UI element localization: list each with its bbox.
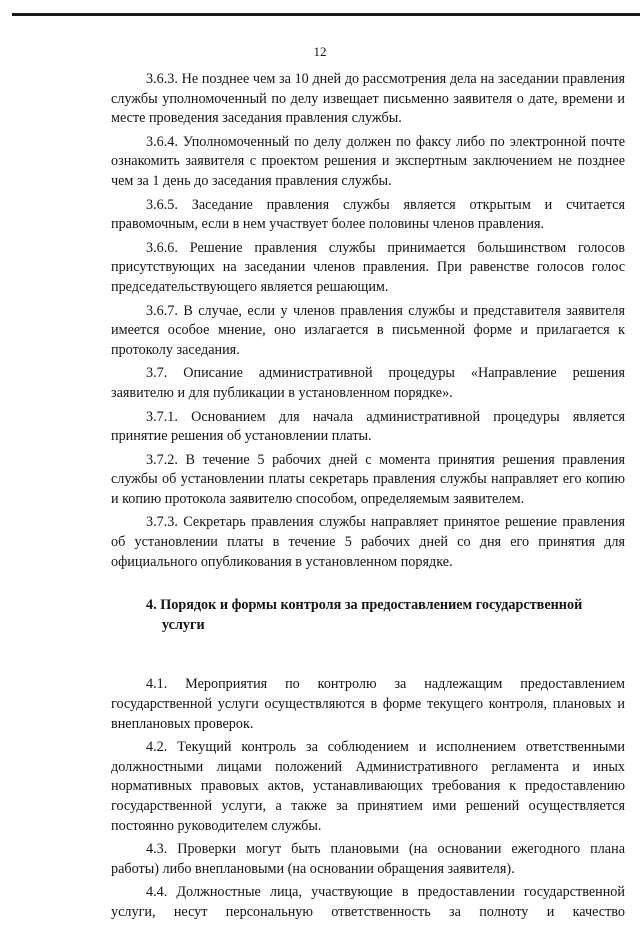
- paragraph-4-2: 4.2. Текущий контроль за соблюдением и исполнением ответственными должностными лицами положений Административного регламента и иных нормативных правовых актов, устанавливающих требования к предоставлению государственной услуги, а также за принятием ими решений осуществляется постоянно руководителем службы.: [111, 739, 625, 834]
- top-border-line: [12, 13, 640, 16]
- section-heading-line1: 4. Порядок и формы контроля за предоставлением государственной: [146, 597, 583, 614]
- section-heading-line2: услуги: [162, 616, 205, 633]
- paragraph-4-4: 4.4. Должностные лица, участвующие в предоставлении государственной услуги, несут персональную ответственность за полноту и качество: [111, 884, 625, 920]
- paragraph-4-1: 4.1. Мероприятия по контролю за надлежащим предоставлением государственной услуги осуществляются в форме текущего контроля, плановых и внеплановых проверок.: [111, 676, 625, 732]
- paragraph-3-6-3: 3.6.3. Не позднее чем за 10 дней до рассмотрения дела на заседании правления службы уполномоченный по делу извещает письменно заявителя о дате, времени и месте проведения заседания правления службы.: [111, 71, 625, 127]
- paragraph-3-7-2: 3.7.2. В течение 5 рабочих дней с момента принятия решения правления службы об установлении платы секретарь правления службы направляет его копию и копию протокола заявителю способом, определяемым заявителем.: [111, 451, 625, 507]
- paragraph-3-6-4: 3.6.4. Уполномоченный по делу должен по факсу либо по электронной почте ознакомить заявителя с проектом решения и экспертным заключением не позднее чем за 1 день до заседания правления службы.: [111, 133, 625, 189]
- paragraph-3-7: 3.7. Описание административной процедуры «Направление решения заявителю и для публикации в установленном порядке».: [111, 365, 625, 401]
- paragraph-3-7-1: 3.7.1. Основанием для начала административной процедуры является принятие решения об установлении платы.: [111, 408, 625, 445]
- document-body: [111, 70, 625, 927]
- paragraph-3-7-3: 3.7.3. Секретарь правления службы направляет принятое решение правления об установлении платы в течение 5 рабочих дней со дня его принятия для официального опубликования в установленном порядке.: [111, 514, 625, 570]
- section-heading-4: [111, 596, 625, 635]
- paragraph-3-6-5: 3.6.5. Заседание правления службы является открытым и считается правомочным, если в нем участвует более половины членов правления.: [111, 196, 625, 233]
- page-number: 12: [313, 44, 327, 59]
- paragraph-3-6-7: 3.6.7. В случае, если у членов правления службы и представителя заявителя имеется особое мнение, оно излагается в письменной форме и прилагается к протоколу заседания.: [111, 302, 625, 358]
- paragraph-4-3: 4.3. Проверки могут быть плановыми (на основании ежегодного плана работы) либо внеплановыми (на основании обращения заявителя).: [111, 841, 625, 877]
- paragraph-3-6-6: 3.6.6. Решение правления службы принимается большинством голосов присутствующих на заседании членов правления. При равенстве голосов голос председательствующего является решающим.: [111, 239, 625, 295]
